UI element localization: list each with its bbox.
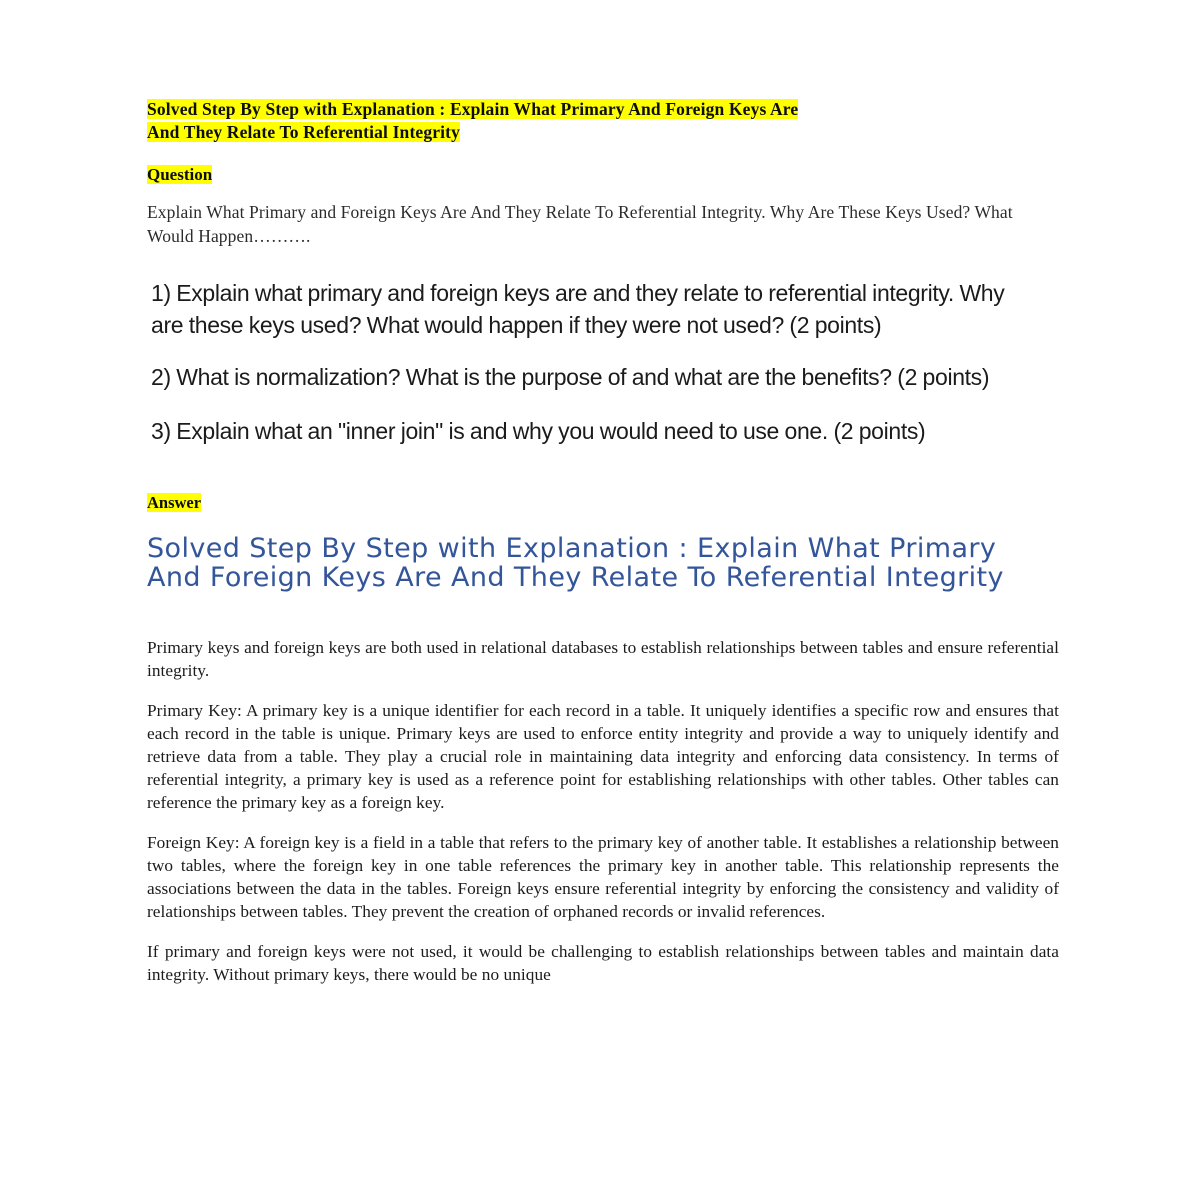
answer-paragraph: If primary and foreign keys were not used, it would be challenging to establish relationships between tables and maintain data integrity. Without primary keys, there would be no unique [147, 942, 1059, 984]
answer-label-text: Answer [147, 493, 202, 512]
answer-heading: Solved Step By Step with Explanation : Explain What Primary And Foreign Keys Are And They Relate To Referential Integrity [147, 533, 1004, 593]
document-title-line1-bold: Solved Step By Step with Explanation : [147, 99, 450, 119]
assignment-question-1: 1) Explain what primary and foreign keys are and they relate to referential integrity. Why are these keys used? What would happen if they were not used? (2 points) [151, 280, 1005, 338]
question-label-text: Question [147, 165, 213, 184]
document-title [147, 98, 1059, 144]
answer-paragraph: Foreign Key: A foreign key is a field in a table that refers to the primary key of another table. It establishes a relationship between two tables, where the foreign key in one table references the primary key in another table. This relationship represents the associations between the data in the tables. Foreign keys ensure referential integrity by enforcing the consistency and validity of relationships between tables. They prevent the creation of orphaned records or invalid references. [147, 833, 1059, 921]
assignment-question-3: 3) Explain what an "inner join" is and why you would need to use one. (2 points) [151, 417, 926, 444]
answer-body [147, 636, 1059, 986]
document-title-line2: And They Relate To Referential Integrity [147, 122, 461, 142]
answer-section-label [147, 493, 1059, 513]
answer-paragraph: Primary keys and foreign keys are both used in relational databases to establish relationships between tables and ensure referential integrity. [147, 638, 1059, 680]
answer-paragraph: Primary Key: A primary key is a unique identifier for each record in a table. It uniquely identifies a specific row and ensures that each record in the table is unique. Primary keys are used to enforce entity integrity and provide a way to uniquely identify and retrieve data from a table. They play a crucial role in maintaining data integrity and enforcing data consistency. In terms of referential integrity, a primary key is used as a reference point for establishing relationships with other tables. Other tables can reference the primary key as a foreign key. [147, 701, 1059, 812]
document-content [147, 98, 1059, 986]
assignment-screenshot [151, 278, 1041, 447]
question-body-text: Explain What Primary and Foreign Keys Are And They Relate To Referential Integrity. Why Are These Keys Used? What Would Happen………. [147, 202, 1013, 246]
document-title-line1-rest: Explain What Primary And Foreign Keys Are [449, 99, 799, 119]
question-section-label [147, 164, 1059, 185]
assignment-question-2: 2) What is normalization? What is the purpose of and what are the benefits? (2 points) [151, 364, 990, 390]
